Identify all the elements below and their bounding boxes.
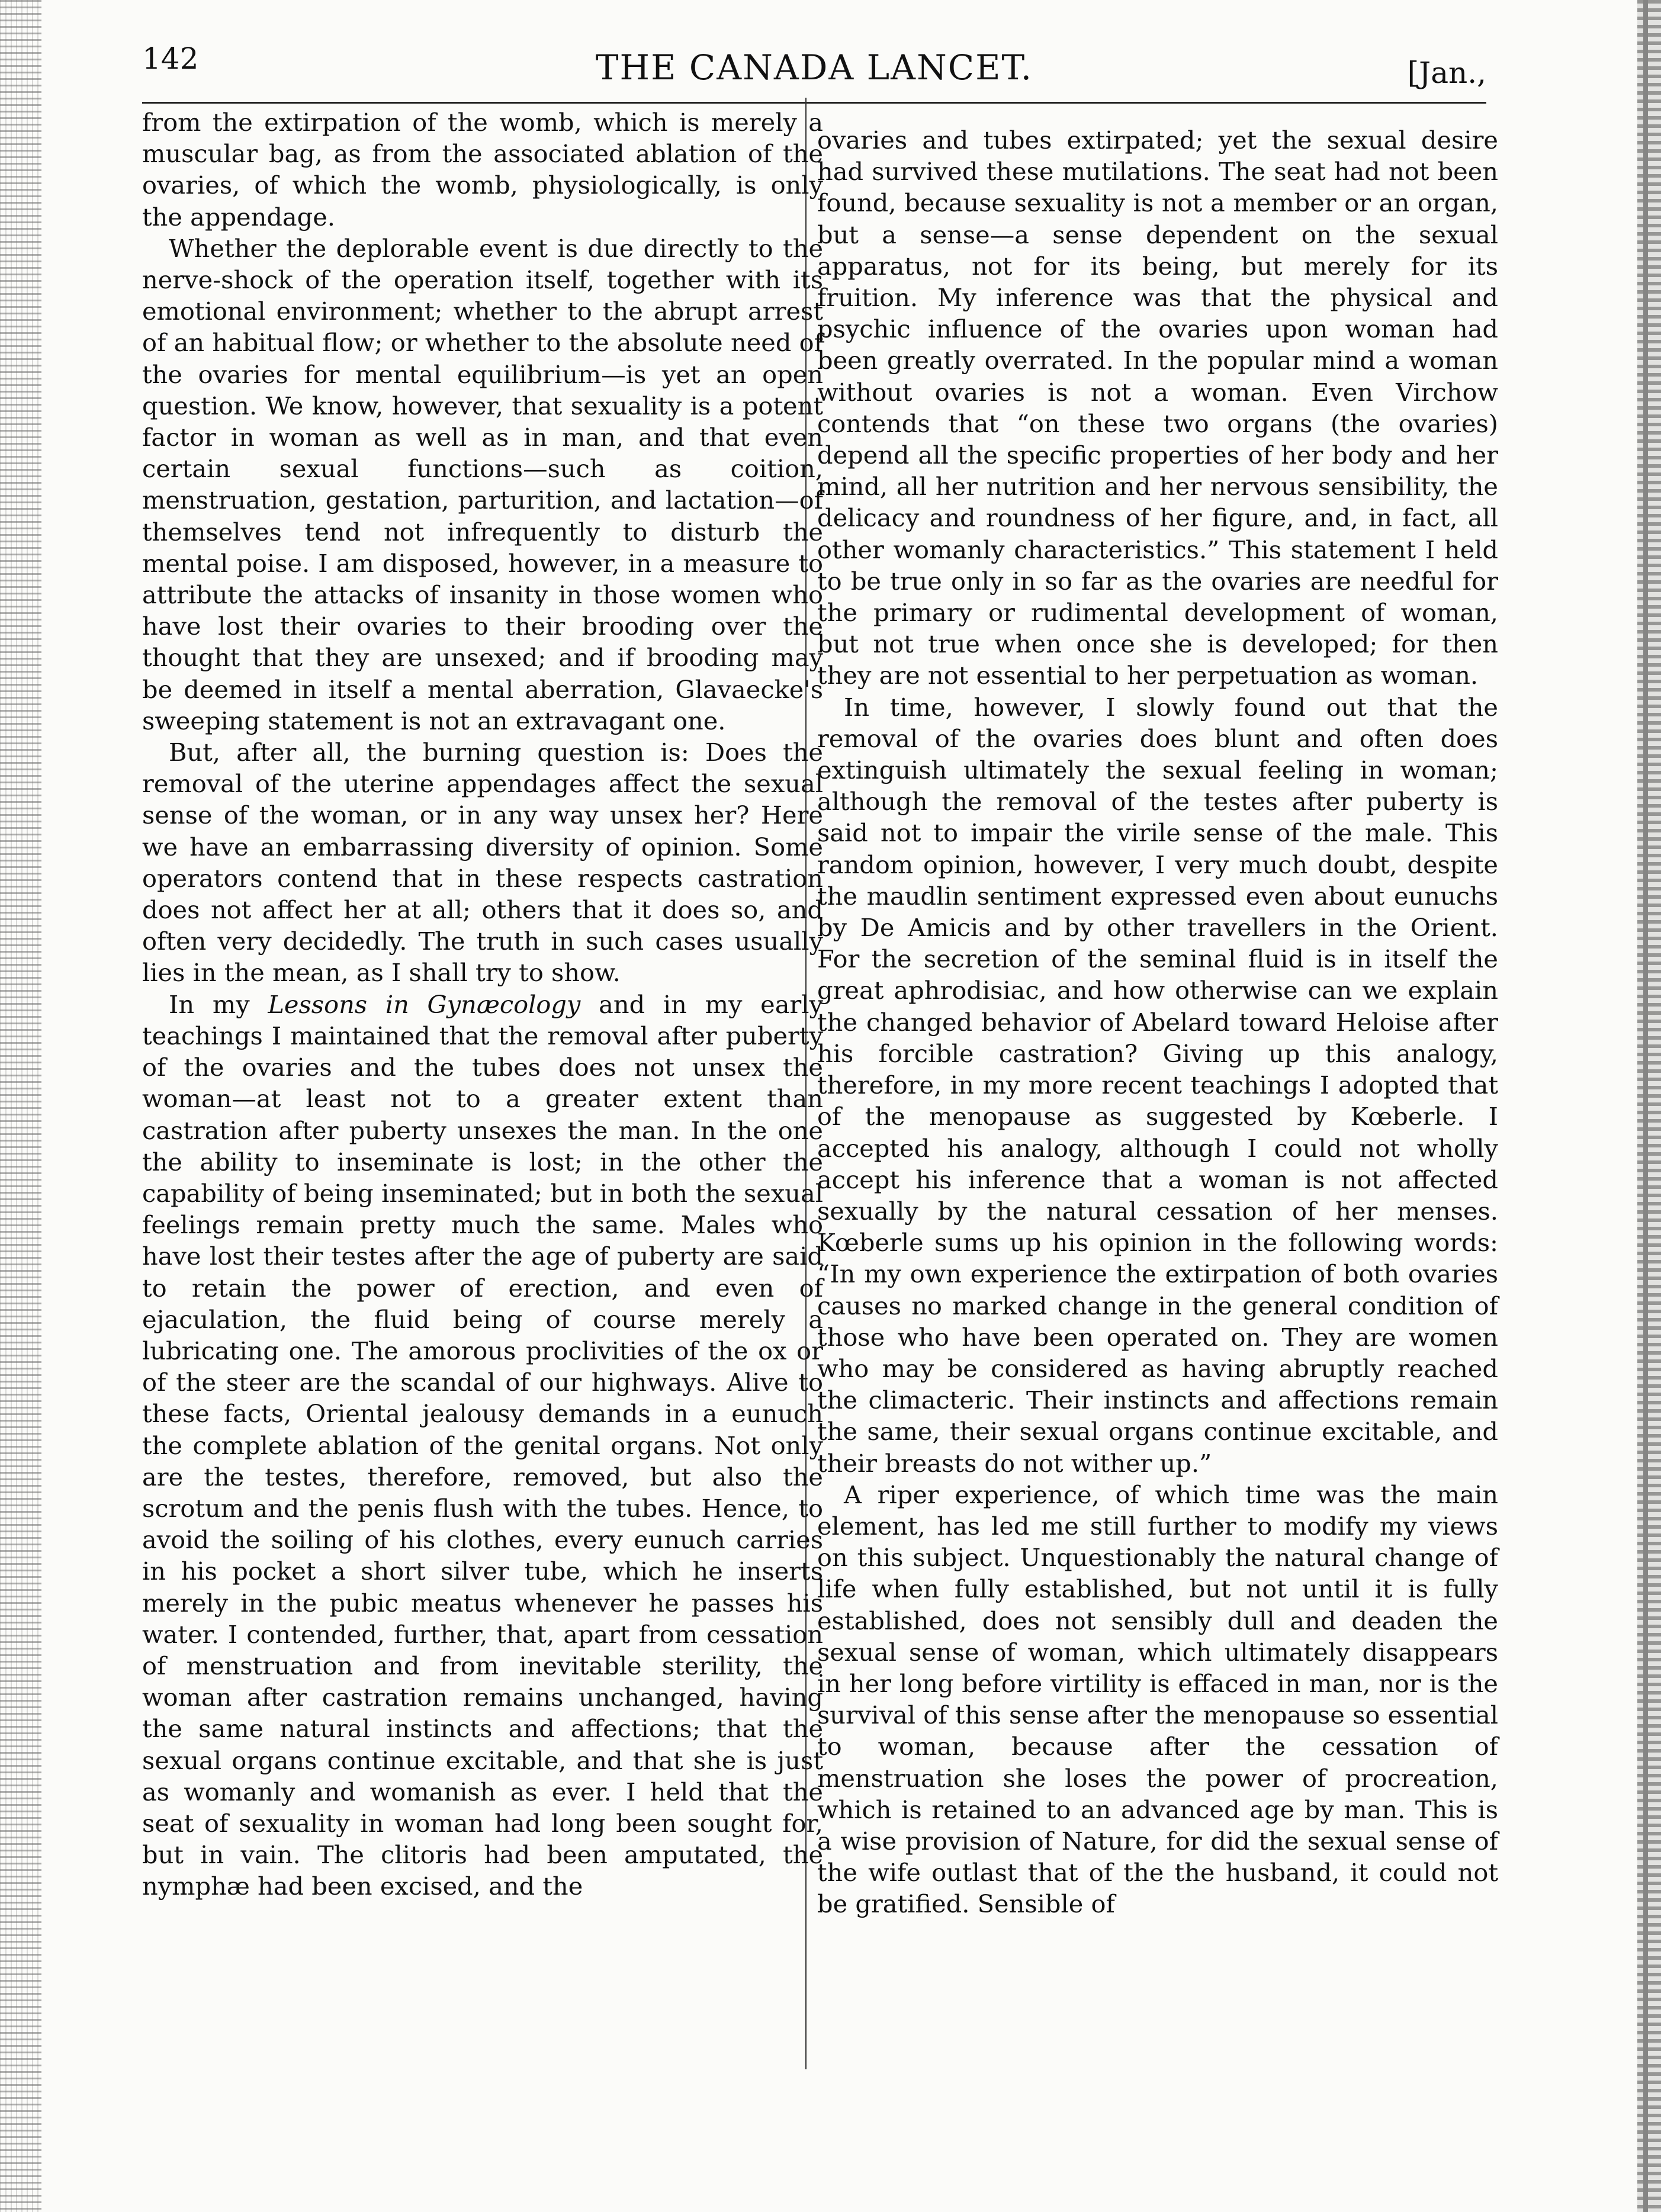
- page-number: 142: [142, 41, 199, 76]
- journal-title: THE CANADA LANCET.: [595, 47, 1033, 88]
- paragraph: from the extirpation of the womb, which is merely a muscular bag, as from the associated ablation of the ovaries, of which the womb, physiologically, is only the appendage.: [142, 108, 823, 232]
- paragraph: ovaries and tubes extirpated; yet the sexual desire had survived these mutilations. The seat had not been found, because sexuality is not a member or an organ, but a sense—a sense dependent on the sexual apparatus, not for its being, but merely for its fruition. My inference was that the physical and psychic influence of the ovaries upon woman had been greatly overrated. In the popular mind a woman without ovaries is not a woman. Even Virchow contends that “on these two organs (the ovaries) depend all the specific properties of her body and her mind, all her nutrition and her nervous sensibility, the delicacy and roundness of her figure, and, in fact, all other womanly characteristics.” This statement I held to be true only in so far as the ovaries are needful for the primary or rudimental development of woman, but not true when once she is developed; for then they are not essential to her perpetuation as woman.: [817, 126, 1498, 690]
- scan-edge-right: [1637, 0, 1661, 2212]
- paragraph: But, after all, the burning question is: Does the removal of the uterine appendages affect the sexual sense of the woman, or in any way unsex her? Here we have an embarrassing diversity of opinion. Some operators contend that in these respects castration does not affect her at all; others that it does so, and often very decidedly. The truth in such cases usually lies in the mean, as I shall try to show.: [142, 738, 823, 988]
- paragraph: Whether the deplorable event is due directly to the nerve-shock of the operation itself, together with its emotional environment; whether to the abrupt arrest of an habitual flow; or whether to the absolute need of the ovaries for mental equilibrium—is yet an open question. We know, however, that sexuality is a potent factor in woman as well as in man, and that even certain sexual functions—such as coition, menstruation, gestation, parturition, and lactation—of themselves tend not infrequently to disturb the mental poise. I am disposed, however, in a measure to attribute the attacks of insanity in those women who have lost their ovaries to their brooding over the thought that they are unsexed; and if brooding may be deemed in itself a mental aberration, Glavaecke's sweeping statement is not an extravagant one.: [142, 233, 823, 735]
- book-title: Lessons in Gynæcology: [268, 989, 581, 1019]
- running-header: [142, 36, 1486, 101]
- left-column: [142, 107, 823, 1902]
- issue-marker: [Jan.,: [1407, 56, 1486, 90]
- paragraph-text: In my: [169, 989, 268, 1019]
- paragraph: In time, however, I slowly found out that the removal of the ovaries does blunt and often does extinguish ultimately the sexual feeling in woman; although the removal of the testes after puberty is said not to impair the virile sense of the male. This random opinion, however, I very much doubt, despite the maudlin sentiment expressed even about eunuchs by De Amicis and by other travellers in the Orient. For the secretion of the seminal fluid is in itself the great aphrodisiac, and how otherwise can we explain the changed behavior of Abelard toward Heloise after his forcible castration? Giving up this analogy, therefore, in my more recent teachings I adopted that of the menopause as suggested by Kœberle. I accepted his analogy, although I could not wholly accept his inference that a woman is not affected sexually by the natural cessation of her menses. Kœberle sums up his opinion in the following words: “In my own experience the extirpation of both ovaries causes no marked change in the general condition of those who have been operated on. They are women who may be considered as having abruptly reached the climacteric. Their instincts and affections remain the same, their sexual organs continue excitable, and their breasts do not wither up.”: [817, 692, 1498, 1478]
- header-rule: [142, 102, 1486, 104]
- scan-edge-left: [0, 0, 41, 2212]
- paragraph: [142, 989, 823, 1902]
- paragraph-text: and in my early teachings I maintained that the removal after puberty of the ovaries and the tubes does not unsex the woman—at least not to a greater extent than castration after puberty unsexes the man. In the one the ability to inseminate is lost; in the other the capability of being inseminated; but in both the sexual feelings remain pretty much the same. Males who have lost their testes after the age of puberty are said to retain the power of erection, and even of ejaculation, the fluid being of course merely a lubricating one. The amorous proclivities of the ox or of the steer are the scandal of our highways. Alive to these facts, Oriental jealousy demands in a eunuch the complete ablation of the genital organs. Not only are the testes, therefore, removed, but also the scrotum and the penis flush with the tubes. Hence, to avoid the soiling of his clothes, every eunuch carries in his pocket a short silver tube, which he inserts merely in the pubic meatus whenever he passes his water. I contended, further, that, apart from cessation of menstruation and from inevitable sterility, the woman after castration remains unchanged, having the same natural instincts and affections; that the sexual organs continue excitable, and that she is just as womanly and womanish as ever. I held that the seat of sexuality in woman had long been sought for, but in vain. The clitoris had been amputated, the nymphæ had been excised, and the: [142, 989, 823, 1901]
- right-column: [817, 124, 1498, 1920]
- paragraph: A riper experience, of which time was the main element, has led me still further to modify my views on this subject. Unquestionably the natural change of life when fully established, but not until it is fully established, does not sensibly dull and deaden the sexual sense of woman, which ultimately disappears in her long before virtility is effaced in man, nor is the survival of this sense after the menopause so essential to woman, because after the cessation of menstruation she loses the power of procreation, which is retained to an advanced age by man. This is a wise provision of Nature, for did the sexual sense of the wife outlast that of the the husband, it could not be gratified. Sensible of: [817, 1480, 1498, 1919]
